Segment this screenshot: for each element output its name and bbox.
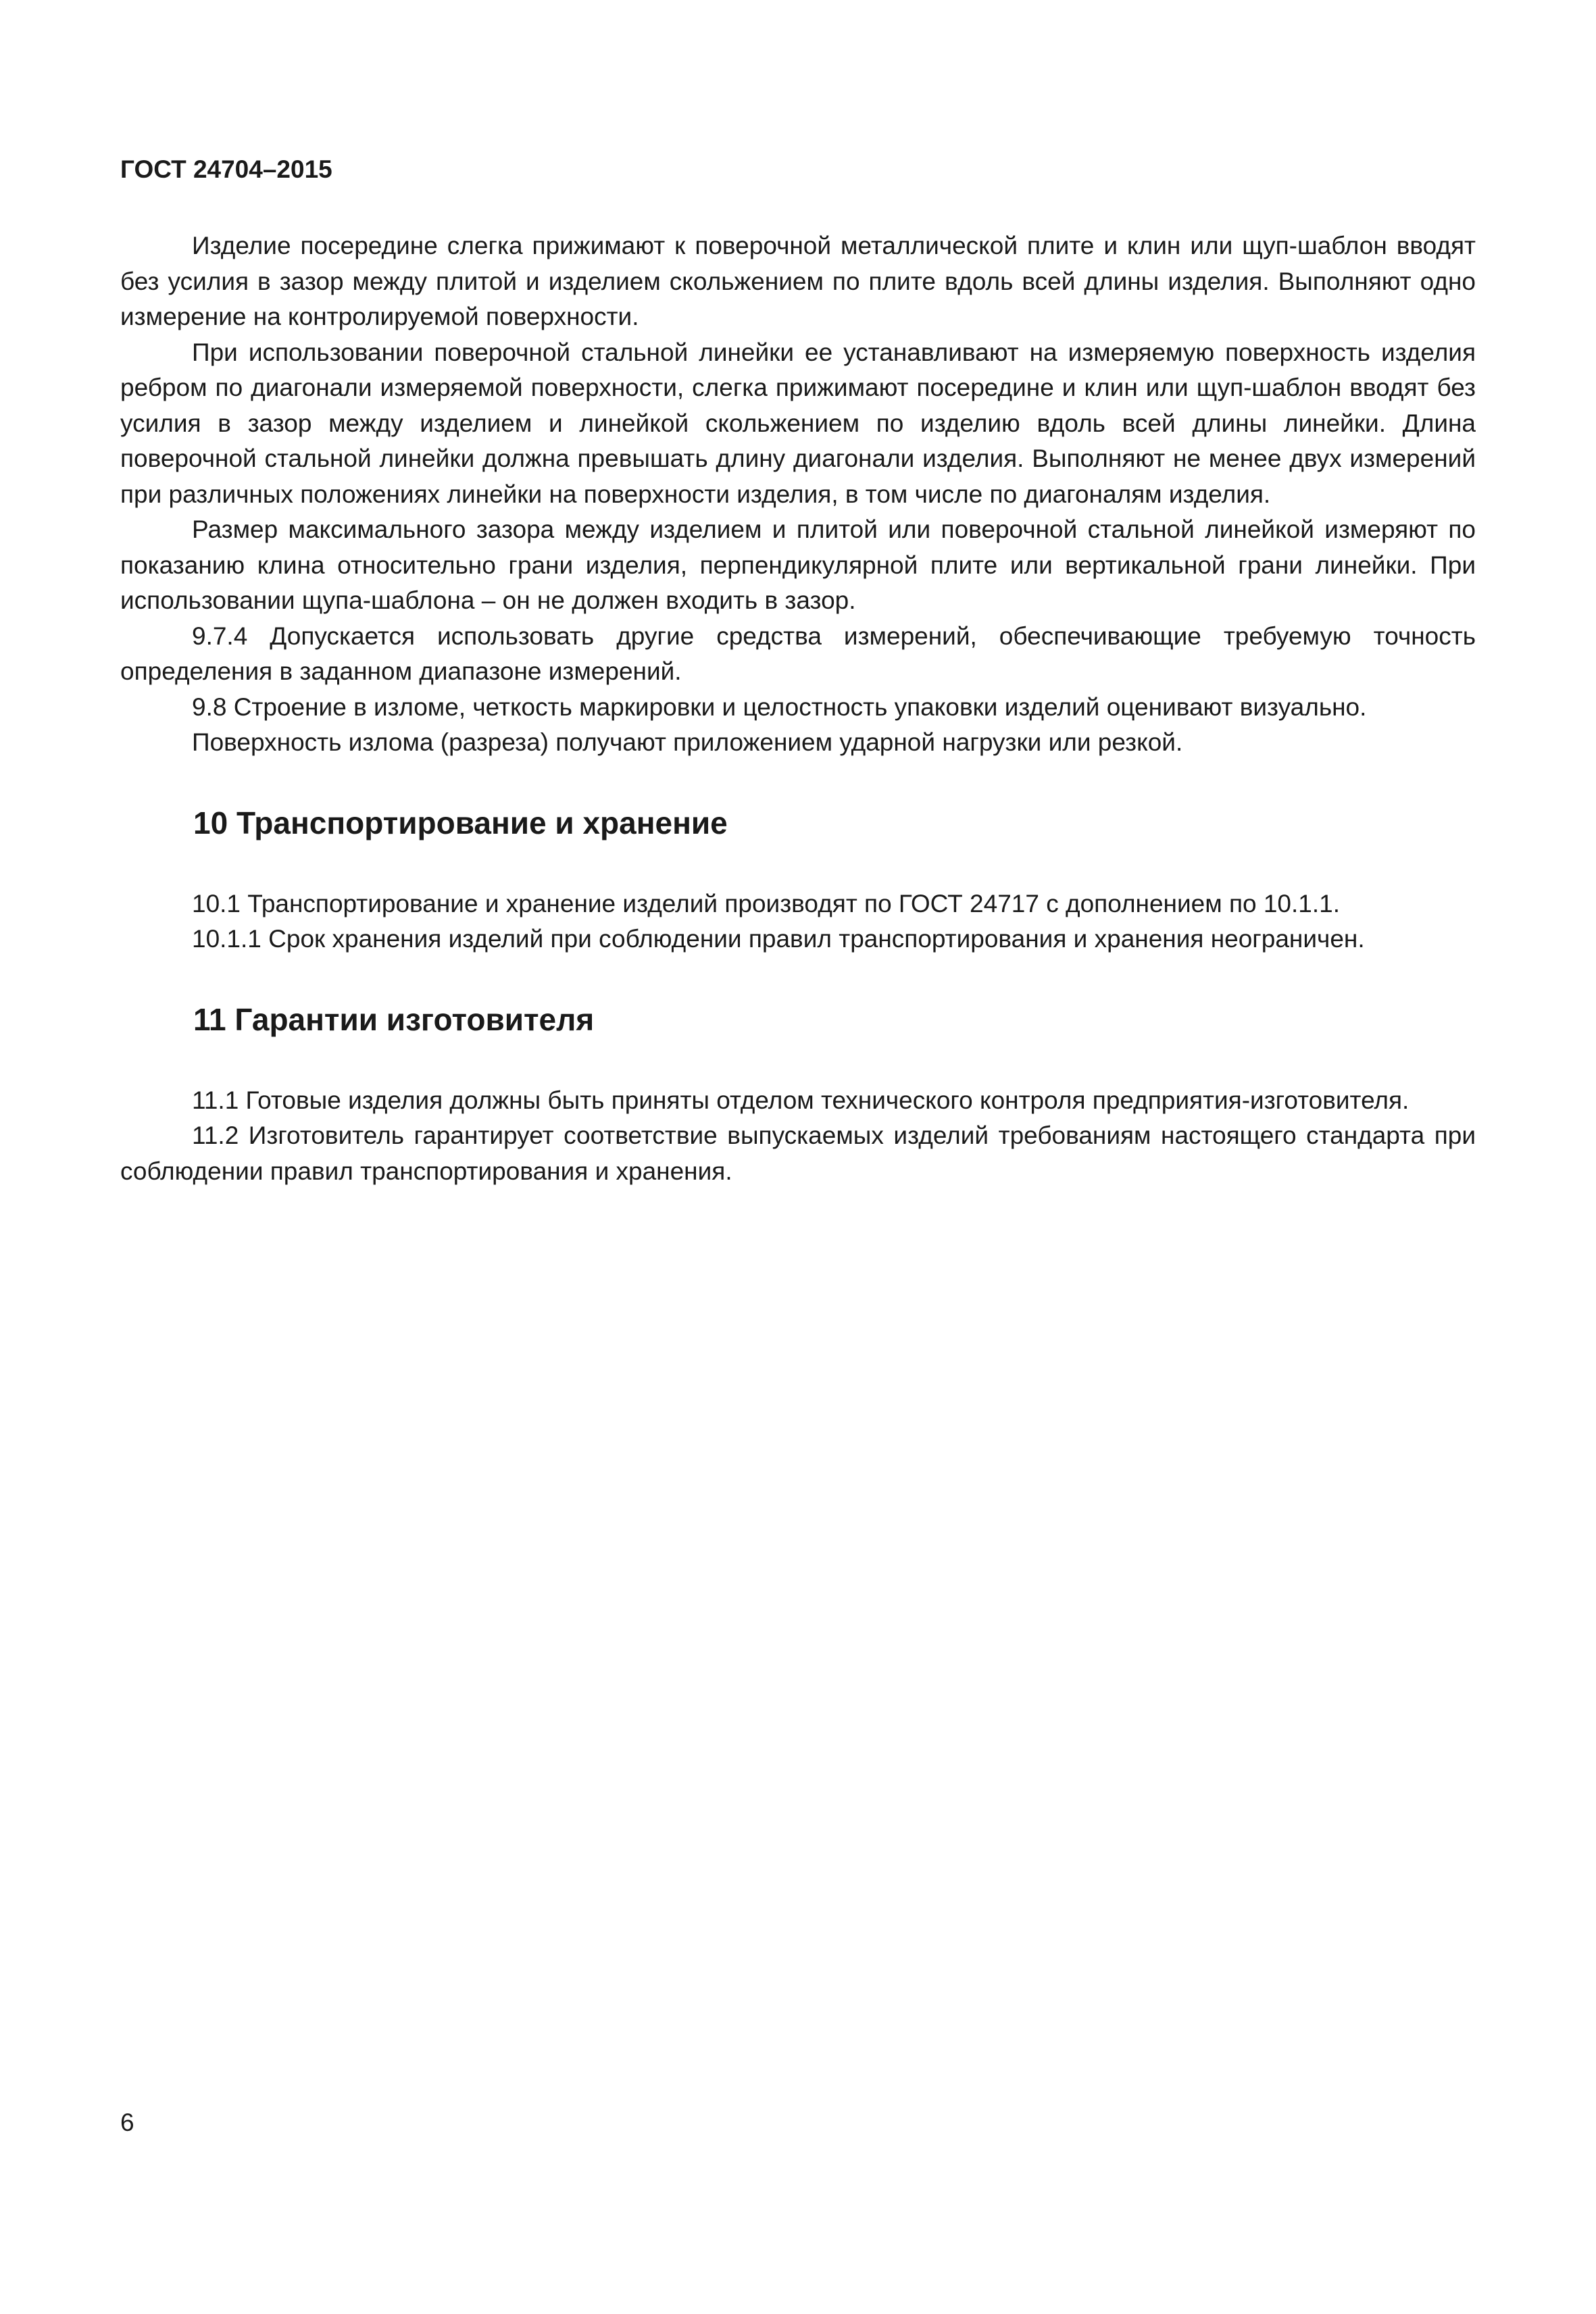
paragraph-9-8-continuation: Поверхность излома (разреза) получают приложением ударной нагрузки или резкой. <box>192 728 1183 756</box>
page-content <box>120 228 1476 1189</box>
paragraph-ruler-measurement: При использовании поверочной стальной линейки ее устанавливают на измеряемую поверхность изделия ребром по диагонали измеряемой поверхности, слегка прижимают посередине и клин или щуп-шаблон вводят без усилия в зазор между изделием и линейкой скольжением по изделию вдоль всей длины линейки. Длина поверочной стальной линейки должна превышать длину диагонали изделия. Выполняют не менее двух измерений при различных положениях линейки на поверхности изделия, в том числе по диагоналям изделия. <box>120 338 1476 508</box>
section-10-title: 10 Транспортирование и хранение <box>193 805 728 840</box>
section-11-title: 11 Гарантии изготовителя <box>193 1001 595 1037</box>
paragraph-9-8: 9.8 Строение в изломе, четкость маркировки и целостность упаковки изделий оценивают визуально. <box>192 693 1367 721</box>
paragraph-10-1-1: 10.1.1 Срок хранения изделий при соблюдении правил транспортирования и хранения неограничен. <box>192 925 1365 953</box>
paragraph-gap-measurement: Размер максимального зазора между изделием и плитой или поверочной стальной линейкой измеряют по показанию клина относительно грани изделия, перпендикулярной плите или вертикальной грани линейки. При использовании щупа-шаблона – он не должен входить в зазор. <box>120 515 1476 614</box>
paragraph-plate-measurement: Изделие посередине слегка прижимают к поверочной металлической плите и клин или щуп-шаблон вводят без усилия в зазор между плитой и изделием скольжением по плите вдоль всей длины изделия. Выполняют одно измерение на контролируемой поверхности. <box>120 232 1476 330</box>
paragraph-11-1: 11.1 Готовые изделия должны быть приняты отделом технического контроля предприятия-изготовителя. <box>192 1086 1410 1114</box>
paragraph-10-1: 10.1 Транспортирование и хранение изделий производят по ГОСТ 24717 с дополнением по 10.1.1. <box>192 889 1341 917</box>
paragraph-11-2: 11.2 Изготовитель гарантирует соответствие выпускаемых изделий требованиям настоящего стандарта при соблюдении правил транспортирования и хранения. <box>120 1122 1476 1185</box>
standard-header: ГОСТ 24704–2015 <box>120 155 332 183</box>
page-number: 6 <box>120 2109 134 2136</box>
paragraph-9-7-4: 9.7.4 Допускается использовать другие средства измерений, обеспечивающие требуемую точность определения в заданном диапазоне измерений. <box>120 622 1476 685</box>
